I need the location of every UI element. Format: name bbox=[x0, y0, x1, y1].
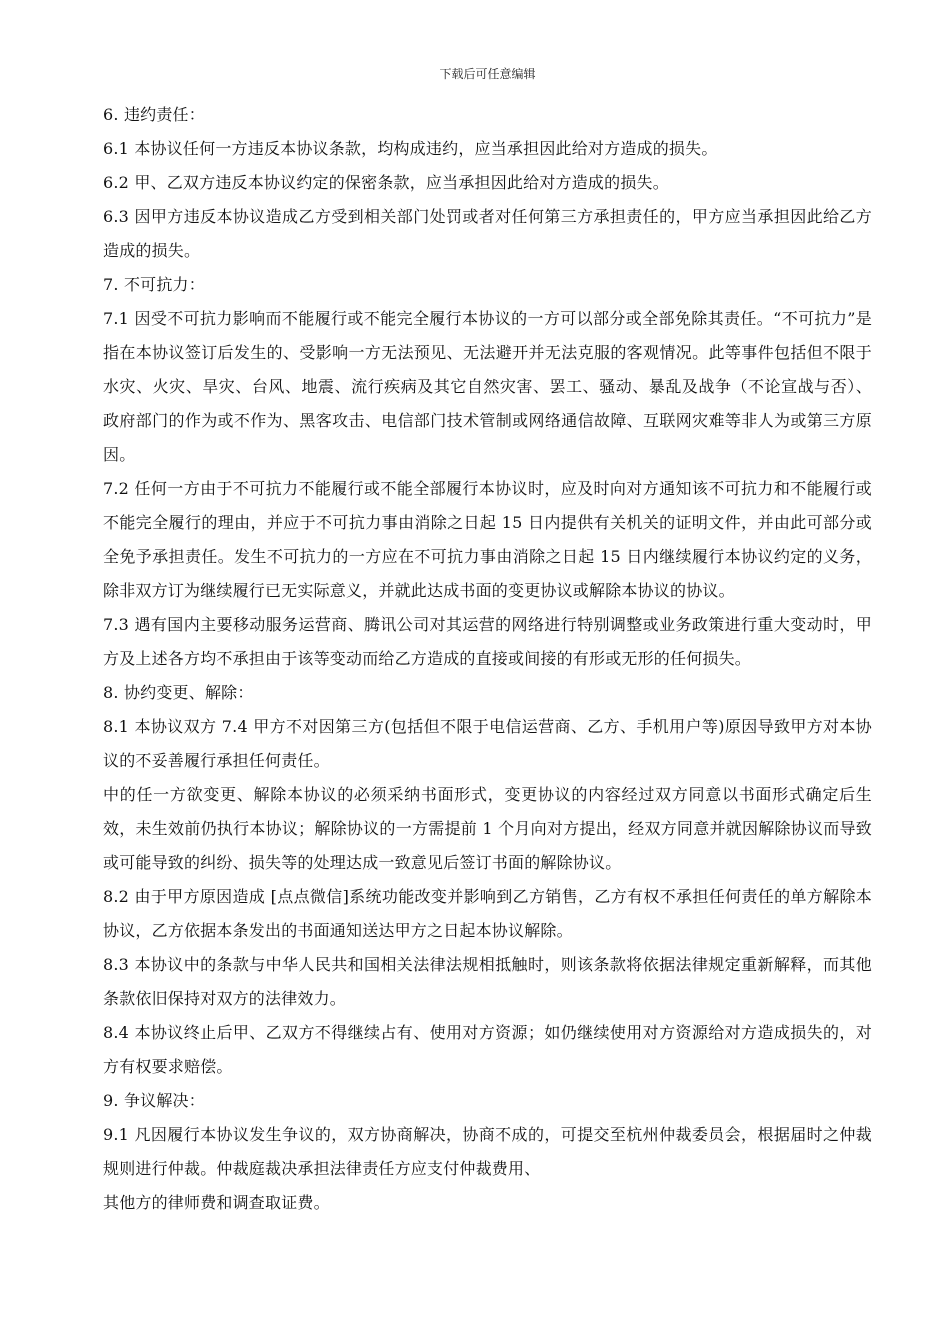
clause-8-2: 8.2 由于甲方原因造成 [点点微信]系统功能改变并影响到乙方销售，乙方有权不承担任何责任的单方解除本协议，乙方依据本条发出的书面通知送达甲方之日起本协议解除。 bbox=[103, 887, 872, 940]
section-heading-6: 6. 违约责任： bbox=[103, 105, 205, 124]
clause-8-1: 8.1 本协议双方 7.4 甲方不对因第三方(包括但不限于电信运营商、乙方、手机用户等)原因导致甲方对本协议的不妥善履行承担任何责任。 bbox=[103, 717, 872, 770]
clause-8-1-continued: 中的任一方欲变更、解除本协议的必须采纳书面形式，变更协议的内容经过双方同意以书面形式确定后生效，未生效前仍执行本协议；解除协议的一方需提前 1 个月向对方提出，经双方同意并就因解除协议而导致或可能导致的纠纷、损失等的处理达成一致意见后签订书面的解除协议。 bbox=[103, 785, 872, 872]
clause-7-3: 7.3 遇有国内主要移动服务运营商、腾讯公司对其运营的网络进行特别调整或业务政策进行重大变动时，甲方及上述各方均不承担由于该等变动而给乙方造成的直接或间接的有形或无形的任何损失。 bbox=[103, 615, 872, 668]
clause-9-1: 9.1 凡因履行本协议发生争议的，双方协商解决，协商不成的，可提交至杭州仲裁委员会，根据届时之仲裁规则进行仲裁。仲裁庭裁决承担法律责任方应支付仲裁费用、 bbox=[103, 1125, 872, 1178]
section-heading-9: 9. 争议解决： bbox=[103, 1091, 205, 1110]
clause-8-4: 8.4 本协议终止后甲、乙双方不得继续占有、使用对方资源；如仍继续使用对方资源给对方造成损失的，对方有权要求赔偿。 bbox=[103, 1023, 872, 1076]
section-heading-7: 7. 不可抗力： bbox=[103, 275, 205, 294]
clause-9-1-continued: 其他方的律师费和调查取证费。 bbox=[103, 1193, 330, 1212]
section-heading-8: 8. 协约变更、解除： bbox=[103, 683, 254, 702]
clause-6-2: 6.2 甲、乙双方违反本协议约定的保密条款，应当承担因此给对方造成的损失。 bbox=[103, 173, 669, 192]
clause-7-1: 7.1 因受不可抗力影响而不能履行或不能完全履行本协议的一方可以部分或全部免除其责任。“不可抗力”是指在本协议签订后发生的、受影响一方无法预见、无法避开并无法克服的客观情况。此等事件包括但不限于水灾、火灾、旱灾、台风、地震、流行疾病及其它自然灾害、罢工、骚动、暴乱及战争（不论宣战与否）、政府部门的作为或不作为、黑客攻击、电信部门技术管制或网络通信故障、互联网灾难等非人为或第三方原因。 bbox=[103, 309, 872, 464]
clause-8-3: 8.3 本协议中的条款与中华人民共和国相关法律法规相抵触时，则该条款将依据法律规定重新解释，而其他条款依旧保持对双方的法律效力。 bbox=[103, 955, 872, 1008]
clause-6-1: 6.1 本协议任何一方违反本协议条款，均构成违约，应当承担因此给对方造成的损失。 bbox=[103, 139, 718, 158]
page-header: 下载后可任意编辑 bbox=[439, 67, 536, 81]
clause-7-2: 7.2 任何一方由于不可抗力不能履行或不能全部履行本协议时，应及时向对方通知该不可抗力和不能履行或不能完全履行的理由，并应于不可抗力事由消除之日起 15 日内提供有关机关的证明文件，并由此可部分或全免予承担责任。发生不可抗力的一方应在不可抗力事由消除之日起 15 日内继续履行本协议约定的义务，除非双方订为继续履行已无实际意义，并就此达成书面的变更协议或解除本协议的协议。 bbox=[103, 479, 872, 600]
clause-6-3: 6.3 因甲方违反本协议造成乙方受到相关部门处罚或者对任何第三方承担责任的，甲方应当承担因此给乙方造成的损失。 bbox=[103, 207, 872, 260]
